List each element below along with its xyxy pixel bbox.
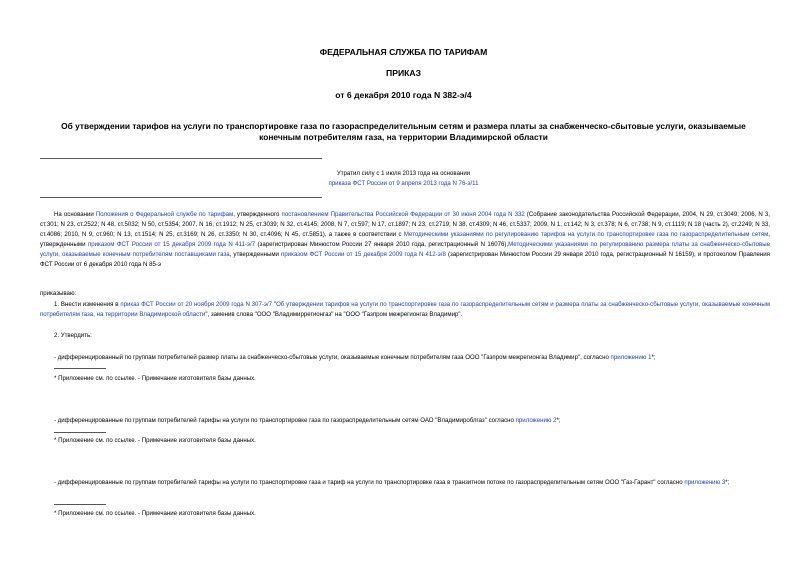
basis-text-4: , утвержденными	[40, 231, 770, 248]
item1-text-3: ", заменив слова "ООО "Владимиррегионгаз" на "ООО "Газпром межрегионгаз Владимир".	[205, 311, 463, 318]
footnote-rule-1	[54, 368, 106, 369]
provision3-text: - дифференцированные по группам потребителей тарифы на услуги по транспортировке газа и тариф на услуги по транспортировке газа в транзитном потоке по газораспределительным сетям ООО "Газ-Гарант" согласно	[54, 479, 685, 486]
basis-text-6: , утвержденными	[229, 251, 282, 258]
validity-link[interactable]: приказа ФСТ России от 9 апреля 2013 года N 76-э/11	[328, 180, 479, 187]
footnote-rule-2	[54, 432, 106, 433]
validity-text: Утратил силу с 1 июля 2013 года на основании	[336, 170, 471, 177]
basis-text-2: , утвержденного	[233, 211, 282, 218]
basis-text-3: (Собрание законодательства Российской Федерации, 2004, N 29, ст.3049; 2006, N 3, ст.301; N 23, ст.2522; N 48, ст.5032; N 50, ст.5354; 2007, N 16, ст.1912; N 25, ст.3039; N 32, ст.4145; 2008, N 7, ст.597; N 17, ст.1897; N 23, ст.2719; N 38, ст.4309; N 46, ст.5337; 2009, N 1, ст.142; N 3, ст.378; N 6, ст.738; N 9, ст.1119; N 18 (часть 2), ст.2249; N 33, ст.4086; 2010, N 9, ст.960; N 13, ст.1514; N 25, ст.3169; N 26, ст.3350; N 30, ст.4096; N 45, ст.5851), а также в соответствии с	[40, 211, 770, 238]
provision-1	[40, 353, 770, 363]
item1-link-order[interactable]: приказ ФСТ России от 20 ноября 2009 года N 307-э/7	[120, 301, 273, 308]
basis-paragraph	[40, 210, 770, 270]
footnote-rule-3	[54, 504, 106, 505]
footnote-2: * Приложение см. по ссылке. - Примечание изготовителя базы данных.	[54, 437, 256, 444]
provision3-suffix: *;	[725, 479, 730, 486]
footnote-1: * Приложение см. по ссылке. - Примечание изготовителя базы данных.	[54, 375, 256, 382]
provision1-suffix: *;	[651, 354, 656, 361]
item1-link-title[interactable]: Об утверждении тарифов на услуги по транспортировке газа по газораспределительным сетям и размера платы за снабженческо-сбытовые услуги, оказываемые конечным потребителям газа, на территории Владимирской области	[40, 301, 770, 318]
basis-link-resolution[interactable]: постановлением Правительства Российской Федерации от 30 июня 2004 года N 332	[281, 211, 525, 218]
appendix-1-link[interactable]: приложению 1	[610, 354, 652, 361]
doc-date-heading: от 6 декабря 2010 года N 382-э/4	[335, 90, 472, 100]
item-1	[40, 300, 770, 320]
doc-type-heading: ПРИКАЗ	[386, 68, 421, 78]
basis-link-method-fee[interactable]: Методическими указаниями по регулированию размера платы за снабженческо-сбытовые услуги, оказываемые конечным потребителям поставщиками газа	[40, 241, 770, 258]
provision2-text: - дифференцированные по группам потребителей тарифы на услуги по транспортировке газа по газораспределительным сетям ОАО "Владимироблгаз" согласно	[54, 417, 516, 424]
basis-link-order-412[interactable]: приказом ФСТ России от 15 декабря 2009 года N 412-э/8	[281, 251, 446, 258]
provision2-suffix: *;	[556, 417, 561, 424]
appendix-2-link[interactable]: приложению 2	[515, 417, 557, 424]
divider-bottom	[40, 197, 322, 198]
item1-text-2: "	[272, 301, 277, 308]
footnote-3: * Приложение см. по ссылке. - Примечание изготовителя базы данных.	[54, 510, 256, 517]
basis-link-method-transport[interactable]: Методическими указаниями по регулированию тарифов на услуги по транспортировке газа по газораспределительным сетям	[403, 231, 769, 238]
divider-top	[40, 158, 322, 159]
basis-text-1: На основании	[54, 211, 96, 218]
basis-link-order-411[interactable]: приказом ФСТ России от 15 декабря 2009 года N 411-э/7	[87, 241, 256, 248]
item1-text-1: 1. Внести изменения в	[54, 301, 121, 308]
provision1-text: - дифференцированный по группам потребителей размер платы за снабженческо-сбытовые услуги, оказываемые конечным потребителям газа ООО "Газпром межрегионгаз Владимир", согласно	[54, 354, 611, 361]
basis-text-5: (зарегистрирован Минюстом России 27 января 2010 года, регистрационный N 16076),	[255, 241, 509, 248]
agency-heading: ФЕДЕРАЛЬНАЯ СЛУЖБА ПО ТАРИФАМ	[319, 47, 488, 57]
document-title: Об утверждении тарифов на услуги по транспортировке газа по газораспределительным сетям и размера платы за снабженческо-сбытовые услуги, оказываемые конечным потребителям газа, на территории Владимирской области	[61, 121, 746, 142]
validity-note	[0, 169, 807, 189]
basis-link-statute[interactable]: Положения о Федеральной службе по тарифам	[95, 211, 234, 218]
item-2: 2. Утвердить:	[54, 332, 92, 339]
basis-text-7: (зарегистрирован Минюстом России 29 января 2010 года, регистрационный N 16159), и протоколом Правления ФСТ России от 6 декабря 2010 года N 85-э	[40, 251, 770, 268]
provision-3	[40, 478, 770, 488]
provision-2	[40, 416, 770, 426]
appendix-3-link[interactable]: приложению 3	[684, 479, 726, 486]
order-word: приказываю:	[40, 290, 77, 297]
